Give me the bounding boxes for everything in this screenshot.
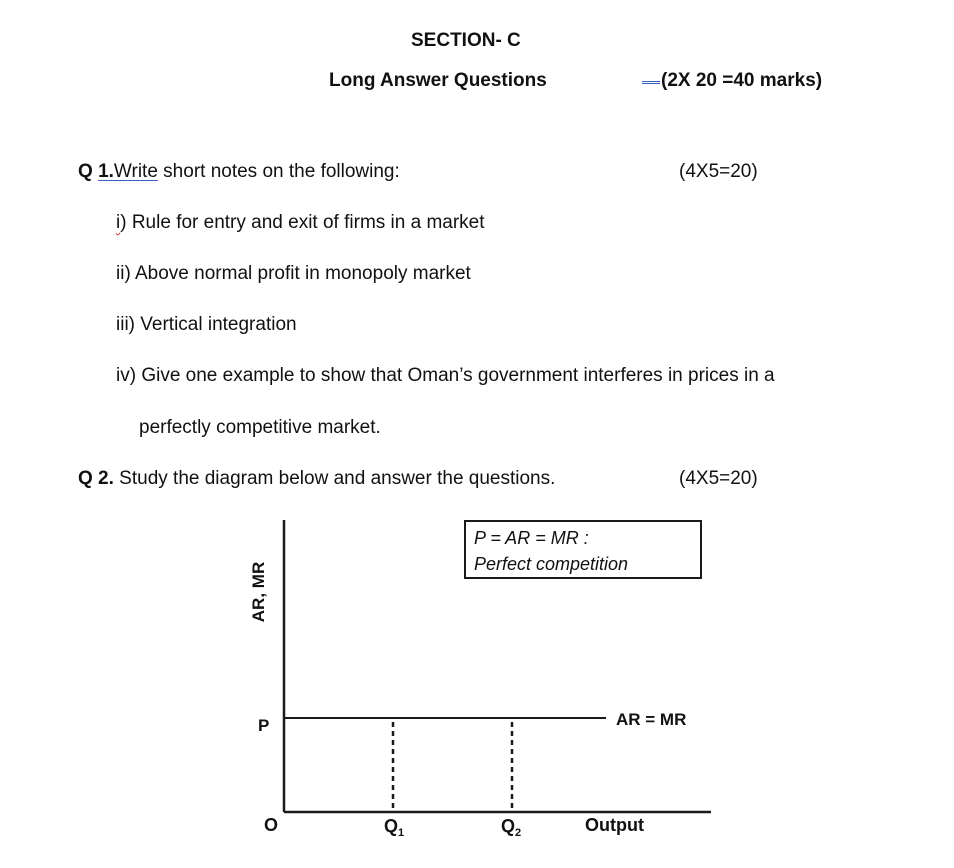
q1-prompt xyxy=(78,161,400,183)
q1-marks: (4X5=20) xyxy=(679,161,758,182)
info-box-line1: P = AR = MR : xyxy=(474,528,589,548)
q2-prompt xyxy=(78,468,555,490)
q1-prompt-text: short notes on the following: xyxy=(157,161,400,182)
q2-marks: (4X5=20) xyxy=(679,468,758,489)
x-axis-label: Output xyxy=(585,815,644,835)
q1-item-1 xyxy=(116,212,485,234)
marks-total xyxy=(642,70,822,92)
origin-label: O xyxy=(264,815,279,835)
q1-axis-label xyxy=(384,816,404,839)
perfect-competition-diagram xyxy=(236,512,716,852)
q1-number-digit: 1 xyxy=(98,161,109,182)
q1-item-4-continuation: perfectly competitive market. xyxy=(139,417,381,438)
q1-item-2: ii) Above normal profit in monopoly market xyxy=(116,263,471,284)
info-box-line2: Perfect competition xyxy=(474,554,629,574)
q1-subscript: 1 xyxy=(398,827,405,839)
q1-item-1-text: ) Rule for entry and exit of firms in a market xyxy=(120,212,485,233)
q1-letter: Q xyxy=(384,816,399,836)
q2-prompt-text: Study the diagram below and answer the questions. xyxy=(113,468,556,489)
q2-subscript: 2 xyxy=(515,827,522,839)
track-change-marker xyxy=(642,81,660,84)
price-label: P xyxy=(258,716,270,735)
y-axis-label: AR, MR xyxy=(249,561,268,623)
q2-letter: Q xyxy=(501,816,516,836)
marks-total-text: (2X 20 =40 marks) xyxy=(661,70,823,91)
q1-write-word: Write xyxy=(113,161,158,182)
q2-axis-label xyxy=(501,816,521,839)
section-title: SECTION- C xyxy=(411,30,521,51)
q1-item-3: iii) Vertical integration xyxy=(116,314,297,335)
long-answer-heading: Long Answer Questions xyxy=(329,70,547,91)
q2-number: Q 2. xyxy=(78,468,114,489)
q1-item-4: iv) Give one example to show that Oman’s government interferes in prices in a xyxy=(116,365,775,386)
q1-number-dot: . xyxy=(108,161,114,182)
q1-number: Q 1. xyxy=(78,161,114,182)
ar-mr-curve-label: AR = MR xyxy=(616,710,687,729)
q1-item-1-marker: i xyxy=(116,212,121,233)
